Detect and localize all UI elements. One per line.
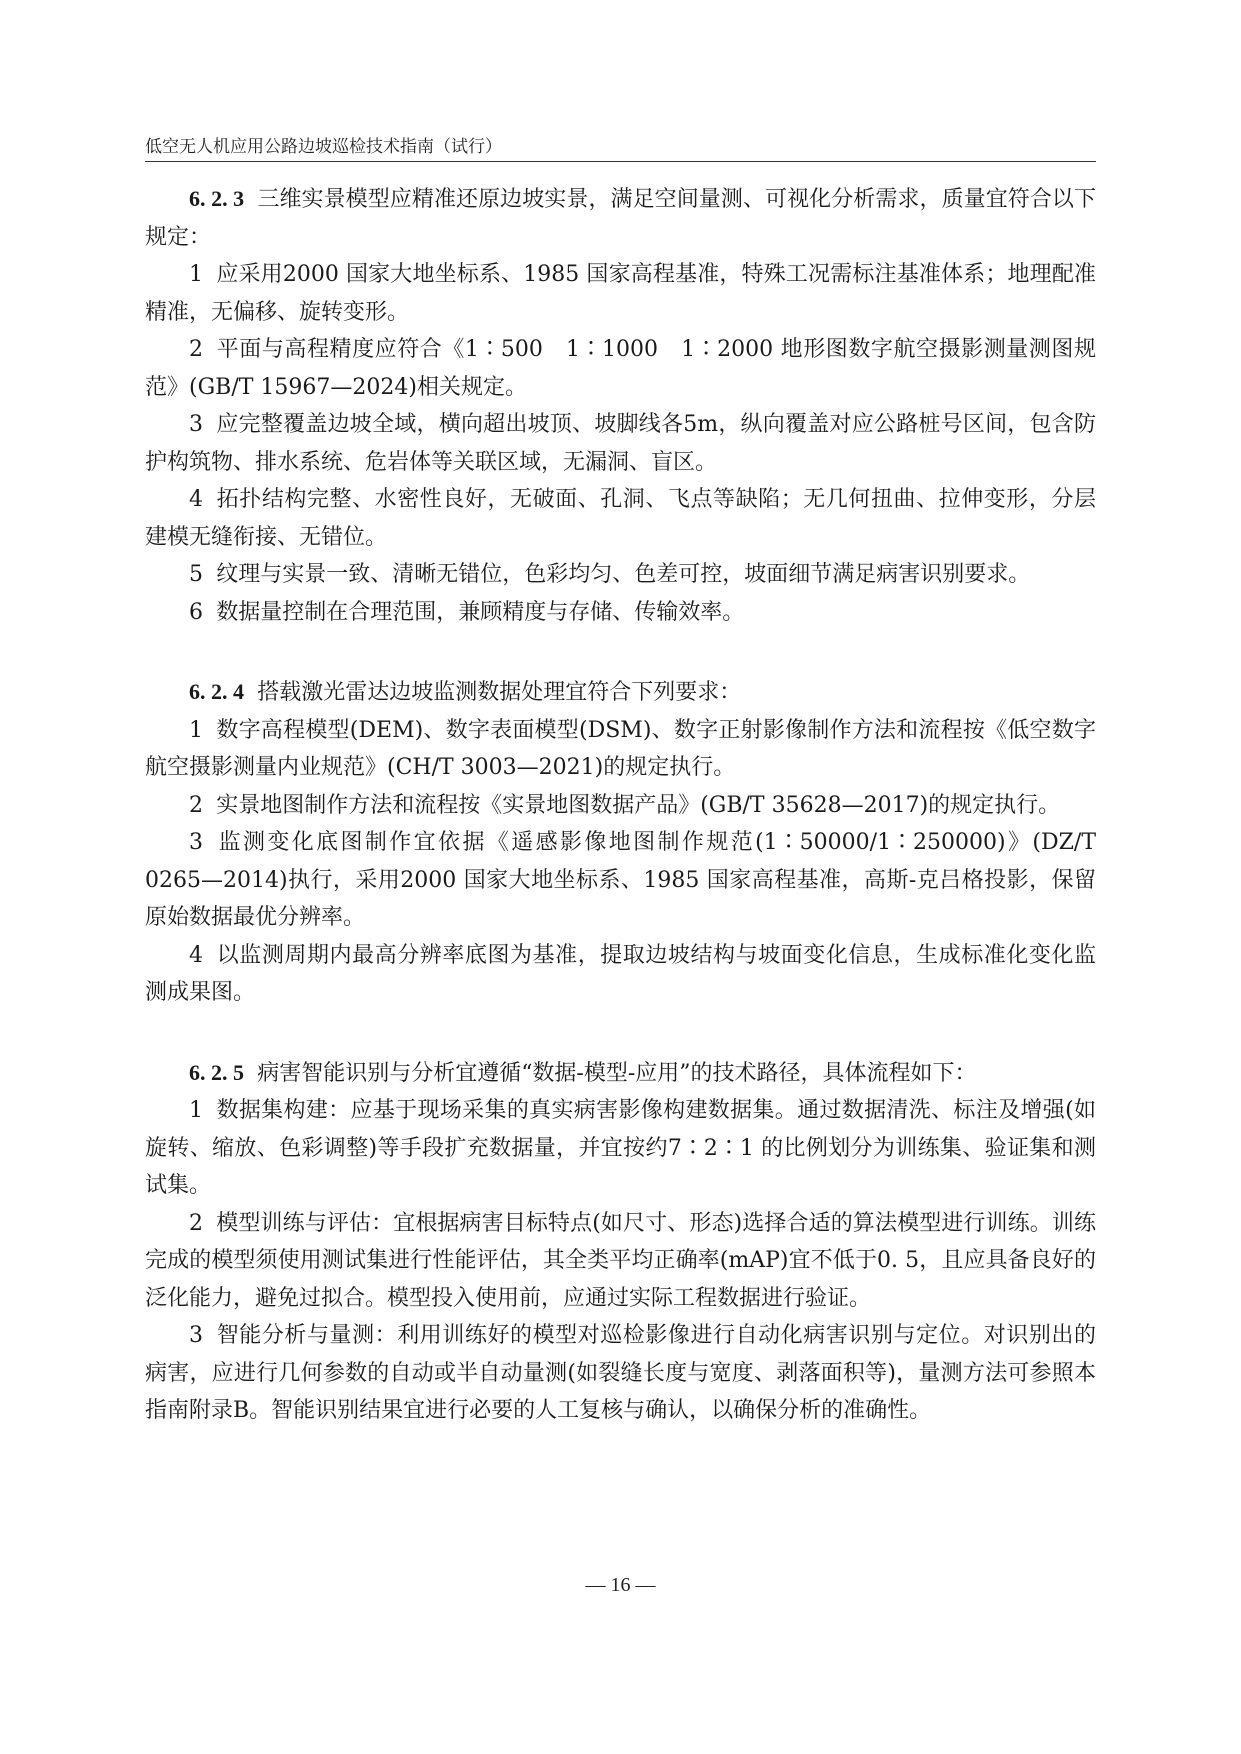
list-item bbox=[145, 712, 1096, 787]
list-item bbox=[145, 594, 1096, 632]
item-text: 实景地图制作方法和流程按《实景地图数据产品》(GB/T 35628—2017)的规定执行。 bbox=[216, 792, 1061, 818]
list-item bbox=[145, 556, 1096, 594]
item-number: 2 bbox=[189, 792, 203, 818]
item-number: 6 bbox=[189, 599, 203, 625]
item-number: 4 bbox=[189, 942, 203, 968]
item-number: 2 bbox=[189, 337, 203, 362]
document-body bbox=[145, 180, 1096, 1430]
list-item bbox=[145, 1317, 1096, 1430]
item-number: 1 bbox=[189, 1098, 203, 1123]
item-text: 数据集构建：应基于现场采集的真实病害影像构建数据集。通过数据清洗、标注及增强(如旋转、缩放、色彩调整)等手段扩充数据量，并宜按约7∶2∶1 的比例划分为训练集、验证集和测试集。 bbox=[145, 1098, 1096, 1198]
running-header bbox=[145, 133, 1096, 162]
section-intro-text: 搭载激光雷达边坡监测数据处理宜符合下列要求： bbox=[257, 680, 742, 705]
item-number: 3 bbox=[189, 830, 203, 855]
list-item bbox=[145, 1205, 1096, 1318]
item-text: 数据量控制在合理范围，兼顾精度与存储、传输效率。 bbox=[216, 599, 745, 625]
section-intro bbox=[145, 673, 1096, 712]
item-text: 平面与高程精度应符合《1∶500 1∶1000 1∶2000 地形图数字航空摄影测量测图规范》(GB/T 15967—2024)相关规定。 bbox=[145, 337, 1096, 400]
item-number: 1 bbox=[189, 717, 203, 743]
item-number: 5 bbox=[189, 562, 203, 587]
list-item bbox=[145, 256, 1096, 331]
item-number: 3 bbox=[189, 412, 203, 437]
list-item bbox=[145, 406, 1096, 481]
item-text: 智能分析与量测：利用训练好的模型对巡检影像进行自动化病害识别与定位。对识别出的病害，应进行几何参数的自动或半自动量测(如裂缝长度与宽度、剥落面积等)，量测方法可参照本指南附录B。智能识别结果宜进行必要的人工复核与确认，以确保分析的准确性。 bbox=[145, 1323, 1096, 1423]
item-text: 应完整覆盖边坡全域，横向超出坡顶、坡脚线各5m，纵向覆盖对应公路桩号区间，包含防护构筑物、排水系统、危岩体等关联区域，无漏洞、盲区。 bbox=[145, 412, 1096, 475]
section-intro-text: 病害智能识别与分析宜遵循“数据-模型-应用”的技术路径，具体流程如下： bbox=[257, 1060, 977, 1086]
section-6-2-3 bbox=[145, 180, 1096, 631]
item-number: 2 bbox=[189, 1210, 203, 1236]
list-item bbox=[145, 331, 1096, 406]
section-intro bbox=[145, 1054, 1096, 1093]
section-number: 6. 2. 3 bbox=[189, 186, 245, 211]
item-number: 3 bbox=[189, 1323, 203, 1348]
list-item bbox=[145, 481, 1096, 556]
item-text: 应采用2000 国家大地坐标系、1985 国家高程基准，特殊工况需标注基准体系；地理配准精准，无偏移、旋转变形。 bbox=[145, 262, 1096, 325]
item-text: 纹理与实景一致、清晰无错位，色彩均匀、色差可控，坡面细节满足病害识别要求。 bbox=[216, 562, 1031, 587]
section-6-2-4 bbox=[145, 673, 1096, 1012]
section-intro-text: 三维实景模型应精准还原边坡实景，满足空间量测、可视化分析需求，质量宜符合以下规定： bbox=[145, 187, 1096, 250]
list-item bbox=[145, 787, 1096, 825]
item-number: 1 bbox=[189, 262, 203, 287]
section-6-2-5 bbox=[145, 1054, 1096, 1430]
item-text: 数字高程模型(DEM)、数字表面模型(DSM)、数字正射影像制作方法和流程按《低空数字航空摄影测量内业规范》(CH/T 3003—2021)的规定执行。 bbox=[145, 717, 1096, 780]
item-text: 监测变化底图制作宜依据《遥感影像地图制作规范(1∶50000/1∶250000)》(DZ/T 0265—2014)执行，采用2000 国家大地坐标系、1985 国家高程基准，高斯-克吕格投影，保留原始数据最优分辨率。 bbox=[145, 830, 1096, 930]
list-item bbox=[145, 824, 1096, 937]
item-number: 4 bbox=[189, 487, 203, 512]
section-number: 6. 2. 4 bbox=[189, 679, 244, 704]
list-item bbox=[145, 1092, 1096, 1205]
section-number: 6. 2. 5 bbox=[189, 1059, 244, 1085]
section-intro bbox=[145, 180, 1096, 256]
header-title: 低空无人机应用公路边坡巡检技术指南（试行） bbox=[145, 137, 502, 157]
item-text: 以监测周期内最高分辨率底图为基准，提取边坡结构与坡面变化信息，生成标准化变化监测成果图。 bbox=[145, 942, 1096, 1005]
list-item bbox=[145, 937, 1096, 1012]
item-text: 模型训练与评估：宜根据病害目标特点(如尺寸、形态)选择合适的算法模型进行训练。训练完成的模型须使用测试集进行性能评估，其全类平均正确率(mAP)宜不低于0. 5，且应具备良好的泛化能力，避免过拟合。模型投入使用前，应通过实际工程数据进行验证。 bbox=[145, 1210, 1096, 1311]
page-number: — 16 — bbox=[585, 1574, 656, 1596]
item-text: 拓扑结构完整、水密性良好，无破面、孔洞、飞点等缺陷；无几何扭曲、拉伸变形，分层建模无缝衔接、无错位。 bbox=[145, 487, 1096, 550]
